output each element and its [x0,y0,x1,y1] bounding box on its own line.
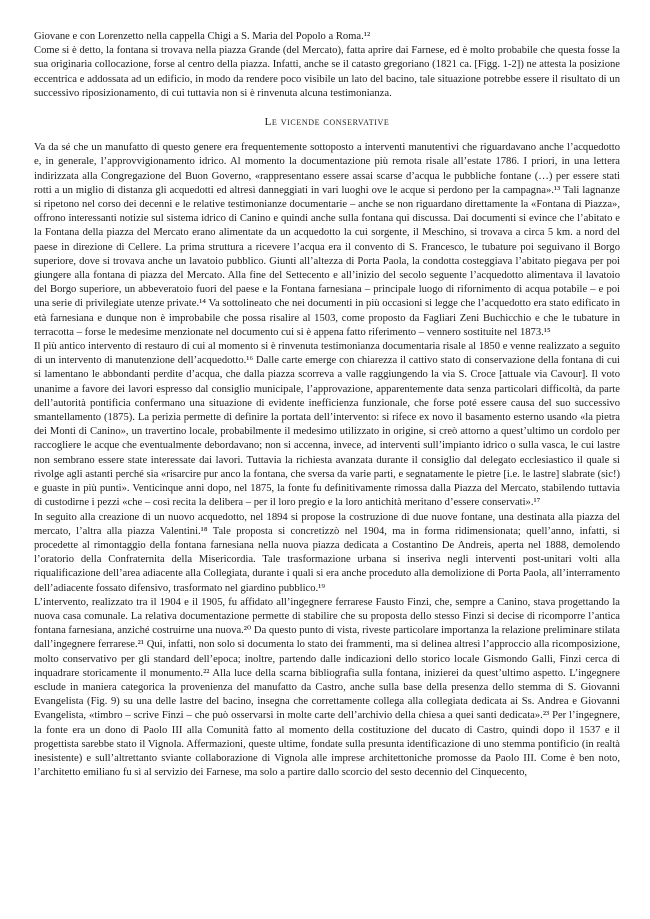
body-paragraph-4: L’intervento, realizzato tra il 1904 e il 1905, fu affidato all’ingegnere ferrarese Fausto Finzi, che, sempre a Canino, stava progettando la nuova casa comunale. La relativa documentazione permette di stabilire che su proposta dello stesso Finzi si decise di ricomporre l’antica fontana farnesiana, anziché costruirne una nuova.²⁰ Da questo punto di vista, riveste particolare importanza la relazione preliminare stilata dall’ingegnere ferrarese.²¹ Qui, infatti, non solo si documenta lo stato dei frammenti, ma si delinea altresì l’approccio alla ricomposizione, molto conservativo per gli standard dell’epoca; inoltre, partendo dalle indicazioni dello storico locale Gismondo Galli, Finzi cerca di inquadrare storicamente il monumento.²² Alla luce della scarna bibliografia sulla fontana, inizierei da quest’ultimo aspetto. L’ingegnere esclude in maniera categorica la provenienza del manufatto da Castro, anche sulla base della presenza dello stemma di S. Giovanni Evangelista (Fig. 9) su una delle lastre del bacino, insegna che correttamente collega alla collegiata dedicata ai Ss. Andrea e Giovanni Evangelista, «timbro – scrive Finzi – che può osservarsi in molte carte dell’archivio della chiesa a quei santi dedicata».²³ Per l’ingegnere, la fonte era un dono di Paolo III alla Comunità fatto al momento della costituzione del ducato di Castro, quindi dopo il 1537 e il progettista sarebbe stato il Vignola. Affermazioni, queste ultime, fondate sulla presunta identificazione di uno stemma pontificio (in realtà inesistente) e sull’altrettanto sviante collaborazione di Vignola alle imprese architettoniche promosse da Paolo III. Come è ben noto, l’architetto emiliano fu sì al servizio dei Farnese, ma solo a partire dallo scorcio del sesto decennio del Cinquecento, [34,596,620,779]
intro-paragraph-2: Come si è detto, la fontana si trovava nella piazza Grande (del Mercato), fatta aprire dai Farnese, ed è molto probabile che questa fosse la sua originaria collocazione, forse al centro della piazza. Infatti, anche se il catasto gregoriano (1821 ca. [Figg. 1-2]) ne attesta la posizione eccentrica e addossata ad un edificio, in modo da rendere poco visibile un lato del bacino, tale situazione potrebbe essere il risultato di un successivo riposizionamento, di cui tuttavia non si è rinvenuta alcuna testimonianza. [34,45,620,99]
section-heading: Le vicende conservative [264,116,390,129]
body-paragraph-1: Va da sé che un manufatto di questo genere era frequentemente sottoposto a interventi manutentivi che riguardavano anche l’acquedotto e, in generale, l’approvvigionamento idrico. Al momento la documentazione più remota risale all’estate 1786. I priori, in una lettera indirizzata alla Congregazione del Buon Governo, «rappresentano essere assai scarse d’acqua le pubbliche fontane (…) per essere stati rotti a un miglio di distanza gli acquedotti ed altresì danneggiati in vari luoghi ove le acque si perdono per la campagna».¹³ Tali lagnanze si ripetono nel corso dei decenni e le relative testimonianze documentarie – anche se non riguardano direttamente la «Fontana di Piazza», offrono interessanti notizie sul sistema idrico di Canino e quindi anche sulla fontana qui discussa. Dai documenti si evince che l’abitato e la Fontana della piazza del Mercato erano alimentate da un acquedotto la cui sorgente, il Meschino, si trovava a circa 5 km. a nord del paese in direzione di Cellere. La prima struttura a ricevere l’acqua era il convento di S. Francesco, le tubature poi seguivano il Borgo superiore, dove si trovava anche un lavatoio pubblico. Giunti all’altezza di Porta Paola, la condotta costeggiava l’abitato piegava per poi giungere alla fontana di piazza del Mercato. Alla fine del Settecento e all’inizio del secolo seguente l’acquedotto alimentava il lavatoio del Borgo superiore, un abbeveratoio fuori del paese e la Fontana farnesiana – principale luogo di rifornimento di acqua potabile – e poi una serie di privilegiate utenze private.¹⁴ Va sottolineato che nei documenti in più occasioni si legge che l’acquedotto era stato edificato in età farnesiana e dunque non è improbabile che possa risalire al 1503, come proposto da Fagliari Zeni Buchicchio e che le tubature in terracotta – forse le medesime menzionate nel documento cui si è appena fatto riferimento – vennero sostituite nel 1873.¹⁵ [34,142,620,338]
intro-paragraph-1: Giovane e con Lorenzetto nella cappella Chigi a S. Maria del Popolo a Roma.¹² [34,31,371,42]
body-paragraph-3: In seguito alla creazione di un nuovo acquedotto, nel 1894 si propose la costruzione di due nuove fontane, una destinata alla piazza del mercato, l’altra alla piazza Valentini.¹⁸ Tale proposta si concretizzò nel 1904, ma in forma ridimensionata; quell’anno, infatti, si procedette al rimontaggio della fontana farnesiana nella nuova piazza dedicata a Costantino De Andreis, aperta nel 1888, demolendo l’oratorio della Confraternita della Misericordia. Tale trasformazione urbana si inseriva negli interventi post-unitari volti alla riqualificazione dell’area adiacente alla Collegiata, durante i quali si era anche proceduto alla demolizione di Porta Paola, all’interramento dell’adiacente fossato difensivo, trasformato nel giardino pubblico.¹⁹ [34,511,620,594]
body-paragraph-2: Il più antico intervento di restauro di cui al momento si è rinvenuta testimonianza documentaria risale al 1850 e venne realizzato a seguito di un intervento di manutenzione dell’acquedotto.¹⁶ Dalle carte emerge con chiarezza il cattivo stato di conservazione della fontana di cui si lamentano le abbondanti perdite d’acqua, che dalla piazza scorreva a valle raggiungendo la via S. Croce [attuale via Cavour]. Il voto unanime a favore dei lavori espresso dal consiglio municipale, l’approvazione, apparentemente data senza particolari difficoltà, da parte dell’autorità pontificia confermano una situazione di evidente inefficienza funzionale, che forse poté essere causa del suo successivo smantellamento (1875). La perizia permette di definire la portata dell’intervento: si rifece ex novo il basamento esterno usando «la pietra dei Monti di Canino», un travertino locale, probabilmente il medesimo utilizzato in origine, si creò attorno a quest’ultimo un cordolo per raccogliere le acque che eventualmente debordavano; non si accenna, invece, ad interventi sull’impianto idrico o sulla vasca, le cui lastre non sembrano essere state interessate dai lavori. Tuttavia la richiesta avanzata durante il consiglio dal delegato ecclesiastico il quale si rivolge agli astanti perché sia «risarcire pur anco la fontana, che sversa da varie parti, e segnatamente le pietre [i.e. le lastre] slabrate (sic!) e guaste in più punti». Venticinque anni dopo, nel 1875, la fonte fu definitivamente rimossa dalla Piazza del Mercato, stabilendo tuttavia di custodirne i pezzi «che – così recita la delibera – per il loro pregio e la loro antichità meritano d’essere conservati».¹⁷ [34,341,620,509]
